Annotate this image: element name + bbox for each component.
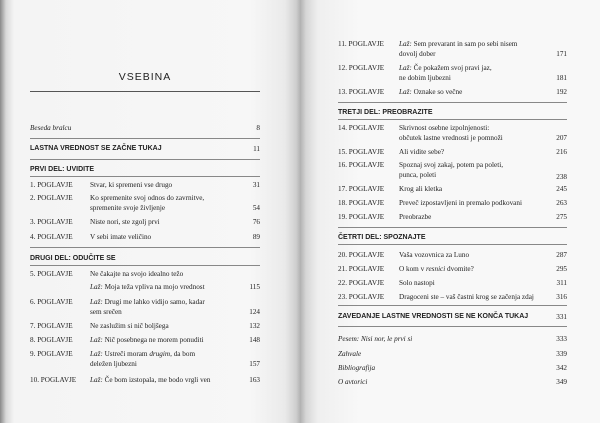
page-number: 8 <box>256 124 260 132</box>
chapter-row <box>338 292 567 302</box>
chapter-title: Nič posebnega ne morem ponuditi <box>104 336 204 344</box>
chapter-row <box>30 193 260 213</box>
divider <box>338 102 567 103</box>
chapter-title: Stvar, ki spremeni vse drugo <box>90 181 173 189</box>
divider <box>30 138 260 139</box>
laz-prefix: Laž: <box>90 350 103 358</box>
toc-title: VSEBINA <box>118 71 172 83</box>
part-header-cetrti: ČETRTI DEL: SPOZNAJTE <box>338 234 426 241</box>
entry-title: Bibliografija <box>338 364 376 372</box>
chapter-title: Ali vidite sebe? <box>399 148 445 156</box>
chapter-label: 22. POGLAVJE <box>338 279 385 287</box>
chapter-row <box>338 160 567 180</box>
chapter-title: Moja teža vpliva na mojo vrednost <box>104 283 205 291</box>
chapter-label: 23. POGLAVJE <box>338 293 385 301</box>
chapter-label: 10. POGLAVJE <box>30 376 77 384</box>
chapter-title: Če bom izstopala, me bodo vrgli ven <box>104 376 211 384</box>
chapter-title: Vaša vozovnica za Luno <box>399 251 470 259</box>
chapter-title: Oznake so večne <box>413 88 463 96</box>
page-number: 216 <box>556 148 567 156</box>
chapter-row <box>338 147 567 157</box>
chapter-row <box>338 264 567 274</box>
chapter-label: 4. POGLAVJE <box>30 233 73 241</box>
page-number: 311 <box>556 279 567 287</box>
laz-prefix: Laž: <box>399 40 412 48</box>
chapter-row <box>338 250 567 260</box>
page-number: 238 <box>556 173 567 181</box>
chapter-row <box>338 184 567 194</box>
part-rule <box>338 244 567 245</box>
chapter-label: 16. POGLAVJE <box>338 161 385 169</box>
part-header-tretji: TRETJI DEL: PREOBRAZITE <box>338 109 433 116</box>
page-number: 31 <box>252 181 260 189</box>
italic-word: drugim <box>149 350 171 358</box>
chapter-title-cont: punca, poleti <box>399 171 437 179</box>
page-number: 171 <box>556 50 567 58</box>
chapter-row <box>338 198 567 208</box>
laz-prefix: Laž: <box>399 64 412 72</box>
chapter-title-cont: spremenite svoje življenje <box>90 204 166 212</box>
chapter-label: 13. POGLAVJE <box>338 88 385 96</box>
page-number: 263 <box>556 199 567 207</box>
chapter-title: Ne čakajte na svojo idealno težo <box>90 270 184 278</box>
chapter-row <box>338 39 567 59</box>
section-title: ZAVEDANJE LASTNE VREDNOSTI SE NE KONČA TUKAJ <box>338 313 529 320</box>
part-header-prvi: PRVI DEL: UVIDITE <box>30 166 95 173</box>
chapter-title: Skrivnost osebne izpolnjenosti: <box>399 124 490 132</box>
chapter-label: 19. POGLAVJE <box>338 213 385 221</box>
page-number: 54 <box>252 204 260 212</box>
chapter-label: 5. POGLAVJE <box>30 270 73 278</box>
page-number: 287 <box>556 251 567 259</box>
chapter-row <box>30 297 260 317</box>
divider <box>338 227 567 228</box>
chapter-label: 2. POGLAVJE <box>30 194 73 202</box>
chapter-label: 3. POGLAVJE <box>30 218 73 226</box>
chapter-label: 7. POGLAVJE <box>30 322 73 330</box>
part-rule <box>30 176 260 177</box>
chapter-label: 1. POGLAVJE <box>30 181 73 189</box>
entry-title: O avtorici <box>338 378 368 386</box>
chapter-label: 15. POGLAVJE <box>338 148 385 156</box>
page-number: 245 <box>556 185 567 193</box>
chapter-title-italic: resnici <box>425 265 446 273</box>
chapter-row <box>30 335 260 345</box>
laz-prefix: Laž: <box>90 283 103 291</box>
part-rule <box>30 265 260 266</box>
page-number: 333 <box>556 335 567 343</box>
chapter-title: Ko spremenite svoj odnos do zavrnitve, <box>90 194 205 202</box>
end-entry <box>338 349 567 359</box>
chapter-title: Če pokažem svoj pravi jaz, <box>413 64 492 72</box>
page-number: 295 <box>556 265 567 273</box>
chapter-title: O kom v <box>399 265 426 273</box>
page-number: 275 <box>556 213 567 221</box>
end-entry <box>338 377 567 387</box>
page-number: 157 <box>249 360 260 368</box>
chapter-title-cont: sem srečen <box>90 308 122 316</box>
chapter-row <box>30 269 260 279</box>
page-number: 331 <box>556 313 567 321</box>
chapter-row <box>30 375 260 385</box>
chapter-row <box>30 232 260 242</box>
chapter-label: 14. POGLAVJE <box>338 124 385 132</box>
chapter-title: Ne zaslužim si nič boljšega <box>90 322 169 330</box>
part-header-drugi: DRUGI DEL: ODUČITE SE <box>30 255 116 262</box>
divider <box>30 247 260 248</box>
toc-entry-zavedanje <box>338 312 567 322</box>
title-divider <box>30 91 260 92</box>
chapter-title: Krog ali kletka <box>399 185 443 193</box>
chapter-row <box>30 282 260 292</box>
page-number: 11 <box>253 145 260 153</box>
chapter-title: dvomite? <box>445 265 474 273</box>
page-number: 89 <box>252 233 260 241</box>
toc-entry-lastna <box>30 144 260 154</box>
section-title: LASTNA VREDNOST SE ZAČNE TUKAJ <box>30 145 162 152</box>
divider <box>338 305 567 306</box>
entry-title: Beseda bralcu <box>30 124 72 132</box>
page-number: 181 <box>556 74 567 82</box>
chapter-row <box>338 63 567 83</box>
laz-prefix: Laž: <box>90 376 103 384</box>
page-number: 339 <box>556 350 567 358</box>
page-number: 342 <box>556 364 567 372</box>
chapter-label: 11. POGLAVJE <box>338 40 384 48</box>
chapter-title: Solo nastopi <box>399 279 435 287</box>
part-rule <box>338 119 567 120</box>
laz-prefix: Laž: <box>399 88 412 96</box>
page-number: 316 <box>556 293 567 301</box>
laz-prefix: Laž: <box>90 298 103 306</box>
page-number: 207 <box>556 134 567 142</box>
chapter-title-cont: dovolj dober <box>399 50 436 58</box>
chapter-title: Dragoceni ste – vaš častni krog se začenja zdaj <box>399 293 534 301</box>
entry-title: Zahvale <box>338 350 362 358</box>
chapter-row <box>30 321 260 331</box>
chapter-title: Spoznaj svoj zakaj, potem pa poleti, <box>399 161 503 169</box>
entry-title: Pesem: Nisi nor, le prvi si <box>338 335 413 343</box>
page-number: 132 <box>249 322 260 330</box>
chapter-row <box>338 87 567 97</box>
chapter-label: 20. POGLAVJE <box>338 251 385 259</box>
chapter-label: 21. POGLAVJE <box>338 265 385 273</box>
page-number: 349 <box>556 378 567 386</box>
chapter-row <box>30 180 260 190</box>
page-number: 148 <box>249 336 260 344</box>
chapter-title-cont: deležen ljubezni <box>90 360 137 368</box>
chapter-row <box>338 278 567 288</box>
chapter-row <box>338 123 567 143</box>
chapter-label: 18. POGLAVJE <box>338 199 385 207</box>
toc-entry-beseda <box>30 123 260 133</box>
chapter-title-cont: občutek lastne vrednosti je pomnoži <box>399 134 503 142</box>
chapter-title: Niste nori, ste zgolj prvi <box>90 218 160 226</box>
chapter-title: Sem prevarant in sam po sebi nisem <box>413 40 518 48</box>
chapter-row <box>338 212 567 222</box>
chapter-row <box>30 349 260 369</box>
chapter-label: 8. POGLAVJE <box>30 336 73 344</box>
page-number: 192 <box>556 88 567 96</box>
chapter-title: Preveč izpostavljeni in premalo podkovani <box>399 199 522 207</box>
page-number: 76 <box>252 218 260 226</box>
chapter-row <box>30 217 260 227</box>
chapter-title: V sebi imate veličino <box>90 233 152 241</box>
chapter-title: Drugi me lahko vidijo samo, kadar <box>104 298 205 306</box>
chapter-label: 12. POGLAVJE <box>338 64 385 72</box>
chapter-label: 17. POGLAVJE <box>338 185 385 193</box>
divider <box>338 326 567 327</box>
end-entry <box>338 334 567 344</box>
page-number: 124 <box>249 308 260 316</box>
page-number: 163 <box>249 376 260 384</box>
end-entry <box>338 363 567 373</box>
chapter-label: 9. POGLAVJE <box>30 350 73 358</box>
chapter-title: Preobrazbe <box>399 213 432 221</box>
laz-prefix: Laž: <box>90 336 103 344</box>
chapter-title-cont: ne dobim ljubezni <box>399 74 451 82</box>
page-number: 115 <box>249 283 260 291</box>
chapter-title: Ustreči moram drugim, da bom <box>104 350 196 358</box>
chapter-label: 6. POGLAVJE <box>30 298 73 306</box>
divider <box>30 159 260 160</box>
